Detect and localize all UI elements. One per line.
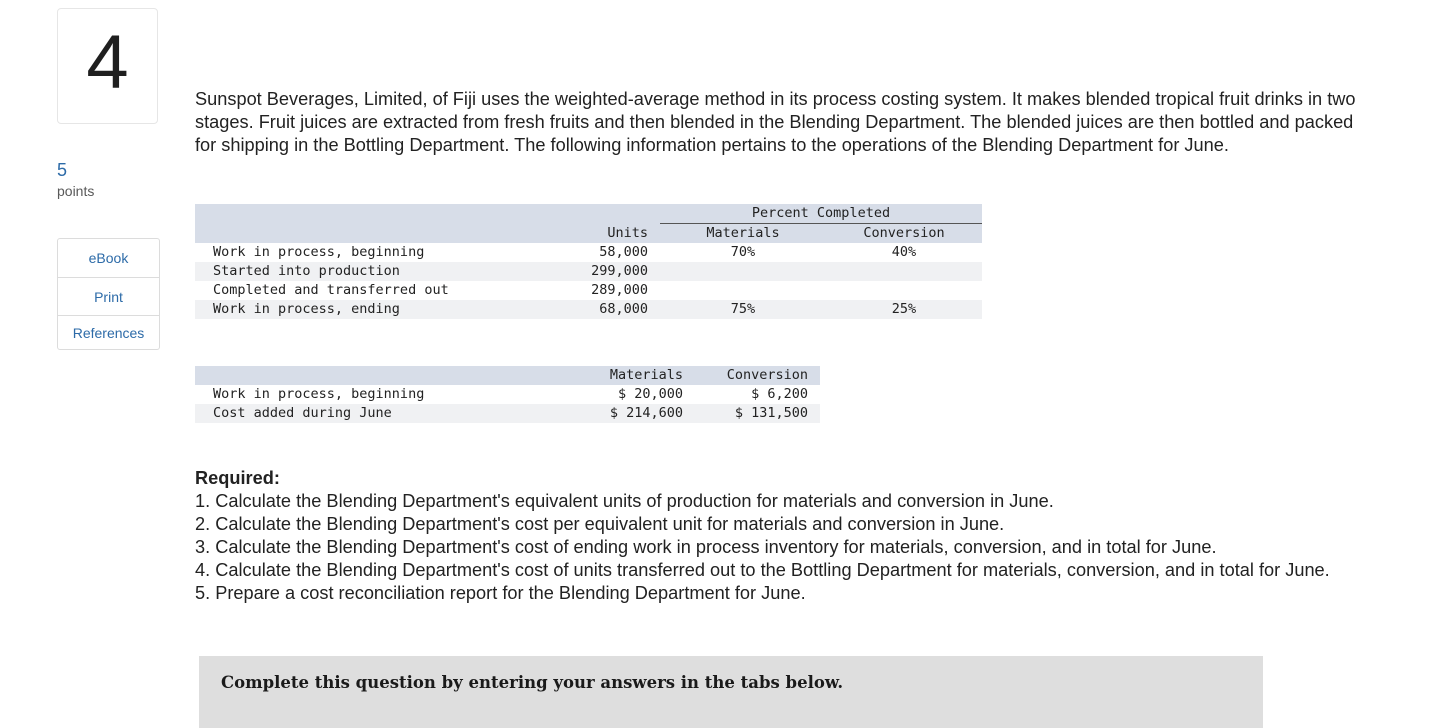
row-label: Work in process, ending (213, 301, 400, 317)
row-materials-pct (660, 262, 826, 281)
units-table-header-row (195, 224, 982, 244)
row-label: Completed and transferred out (213, 282, 449, 298)
table-row (195, 281, 982, 300)
cost-table (195, 366, 820, 423)
table-row (195, 243, 982, 262)
instructions-text: Complete this question by entering your answers in the tabs below. (221, 673, 844, 692)
required-heading: Required: (195, 468, 280, 488)
row-conversion-pct (826, 281, 982, 300)
row-label: Started into production (213, 263, 400, 279)
row-units: 58,000 (599, 244, 648, 260)
question-number-box (57, 8, 158, 124)
row-label: Cost added during June (213, 405, 392, 421)
required-item: 2. Calculate the Blending Department's cost per equivalent unit for materials and conversion in June. (195, 514, 1005, 534)
print-link[interactable]: Print (58, 277, 159, 315)
points-value: 5 (57, 160, 68, 180)
required-item: 1. Calculate the Blending Department's equivalent units of production for materials and conversion in June. (195, 491, 1054, 511)
table-row (195, 404, 820, 423)
cost-materials-header: Materials (609, 367, 683, 383)
row-materials-cost: $ 214,600 (609, 405, 683, 421)
row-units: 68,000 (599, 301, 648, 317)
row-label: Work in process, beginning (213, 244, 425, 260)
row-materials-pct: 75% (730, 301, 756, 317)
ebook-link[interactable]: eBook (88, 250, 129, 266)
row-conversion-cost: $ 6,200 (751, 386, 808, 402)
required-item: 4. Calculate the Blending Department's cost of units transferred out to the Bottling Department for materials, conversion, and in total for June. (195, 560, 1330, 580)
row-materials-pct: 70% (730, 244, 756, 260)
points-label: points (57, 183, 95, 199)
table-row (195, 300, 982, 319)
row-units: 299,000 (591, 263, 648, 279)
cost-conversion-header: Conversion (726, 367, 808, 383)
side-tools-panel (57, 238, 160, 350)
conversion-header: Conversion (863, 225, 945, 241)
units-table-group-header-row (195, 204, 982, 224)
table-row (195, 262, 982, 281)
table-row (195, 385, 820, 404)
row-units: 289,000 (591, 282, 648, 298)
required-item: 3. Calculate the Blending Department's cost of ending work in process inventory for materials, conversion, and in total for June. (195, 537, 1217, 557)
percent-completed-header: Percent Completed (660, 204, 982, 224)
row-conversion-pct: 40% (891, 244, 917, 260)
row-label: Work in process, beginning (213, 386, 425, 402)
units-table (195, 204, 982, 319)
references-link[interactable]: References (58, 315, 159, 349)
required-item: 5. Prepare a cost reconciliation report for the Blending Department for June. (195, 583, 806, 603)
row-conversion-cost: $ 131,500 (734, 405, 808, 421)
row-conversion-pct: 25% (891, 301, 917, 317)
question-intro: Sunspot Beverages, Limited, of Fiji uses the weighted-average method in its process costing system. It makes blended tropical fruit drinks in two stages. Fruit juices are extracted from fresh fruits and then blended in the Blending Department. The blended juices are then bottled and packed for shipping in the Bottling Department. The following information pertains to the operations of the Blending Department for June. (195, 89, 1356, 155)
instructions-banner (199, 656, 1263, 728)
required-section (195, 467, 1365, 605)
row-materials-pct (660, 281, 826, 300)
row-conversion-pct (826, 262, 982, 281)
materials-header: Materials (706, 225, 780, 241)
cost-table-header-row (195, 366, 820, 385)
question-number: 4 (86, 20, 129, 105)
row-materials-cost: $ 20,000 (617, 386, 683, 402)
units-header: Units (607, 224, 648, 241)
